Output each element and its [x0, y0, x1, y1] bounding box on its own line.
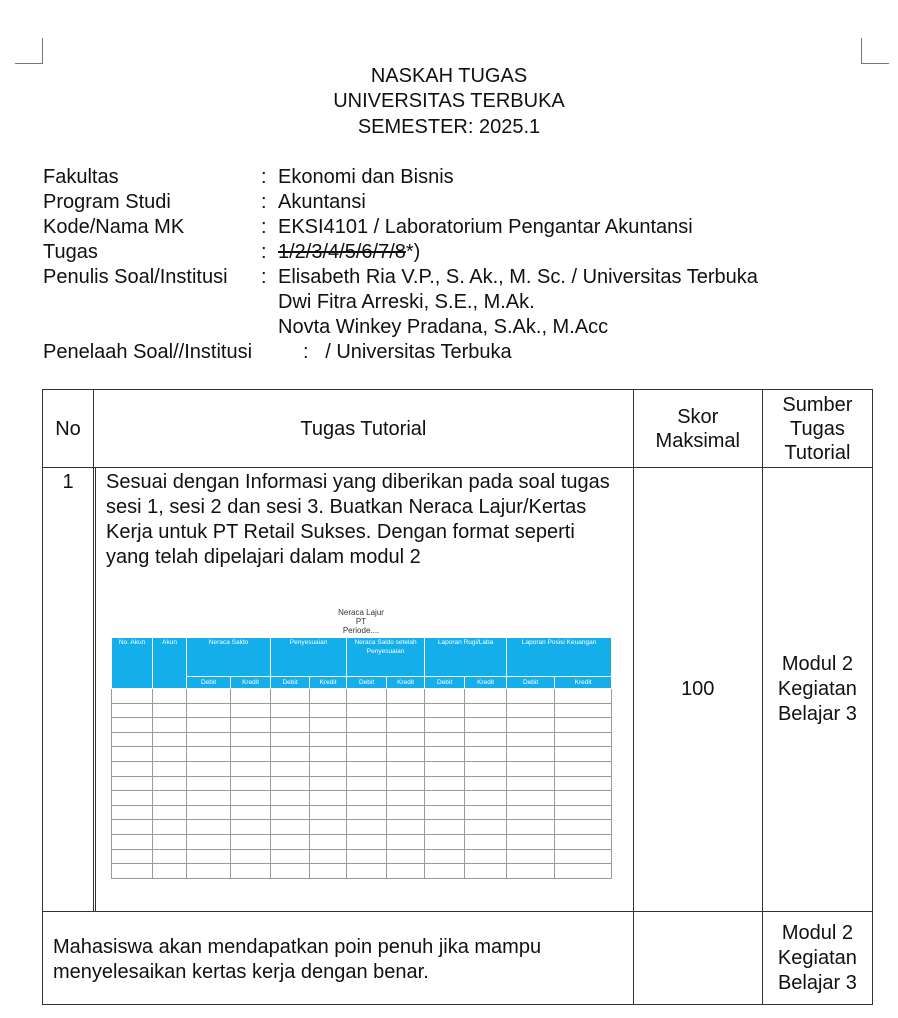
- worksheet-empty-cell: [555, 703, 612, 718]
- worksheet-empty-cell: [187, 718, 231, 733]
- worksheet-empty-cell: [310, 747, 347, 762]
- worksheet-empty-cell: [387, 776, 425, 791]
- worksheet-empty-cell: [271, 849, 310, 864]
- worksheet-empty-cell: [112, 776, 153, 791]
- worksheet-empty-row: [112, 864, 612, 879]
- worksheet-empty-cell: [271, 776, 310, 791]
- worksheet-empty-cell: [507, 703, 555, 718]
- worksheet-empty-cell: [153, 732, 187, 747]
- worksheet-empty-cell: [153, 689, 187, 704]
- worksheet-empty-cell: [310, 761, 347, 776]
- task-cell-inner-border: [95, 467, 96, 911]
- doc-title-line-1: NASKAH TUGAS: [370, 65, 528, 87]
- header-no: No: [43, 390, 94, 468]
- rubric-sumber: Modul 2 Kegiatan Belajar 3: [762, 912, 872, 1005]
- ws-group-penyesuaian: Penyesuaian: [271, 638, 347, 677]
- worksheet-empty-cell: [347, 805, 387, 820]
- worksheet-empty-cell: [112, 703, 153, 718]
- crop-mark-top-left: [15, 38, 43, 64]
- worksheet-empty-cell: [271, 732, 310, 747]
- worksheet-empty-cell: [112, 834, 153, 849]
- worksheet-caption-3: Periode....: [342, 626, 380, 635]
- worksheet-empty-cell: [387, 732, 425, 747]
- worksheet-empty-cell: [347, 761, 387, 776]
- worksheet-empty-cell: [347, 732, 387, 747]
- worksheet-body: [112, 689, 612, 879]
- worksheet-empty-cell: [187, 820, 231, 835]
- worksheet-empty-cell: [112, 732, 153, 747]
- worksheet-caption-1: Neraca Lajur: [338, 608, 384, 617]
- worksheet-empty-cell: [271, 761, 310, 776]
- worksheet-empty-cell: [425, 849, 465, 864]
- worksheet-empty-cell: [231, 747, 271, 762]
- worksheet-empty-cell: [507, 732, 555, 747]
- worksheet-empty-row: [112, 747, 612, 762]
- worksheet-illustration: [111, 608, 611, 879]
- worksheet-empty-cell: [271, 820, 310, 835]
- worksheet-empty-cell: [153, 761, 187, 776]
- worksheet-empty-cell: [187, 732, 231, 747]
- ws-debit: Debit: [187, 677, 231, 689]
- worksheet-subheader-row: [112, 677, 612, 689]
- worksheet-empty-cell: [555, 776, 612, 791]
- ws-col-no-akun: No. Akun: [112, 638, 153, 689]
- header-task: Tugas Tutorial: [94, 390, 634, 468]
- worksheet-empty-cell: [187, 849, 231, 864]
- worksheet-empty-cell: [153, 805, 187, 820]
- worksheet-empty-cell: [112, 864, 153, 879]
- worksheet-empty-cell: [387, 718, 425, 733]
- worksheet-empty-cell: [555, 761, 612, 776]
- worksheet-empty-row: [112, 834, 612, 849]
- worksheet-empty-cell: [425, 747, 465, 762]
- task-description-cell: [94, 468, 634, 912]
- worksheet-empty-cell: [387, 703, 425, 718]
- header-skor: Skor Maksimal: [633, 390, 762, 468]
- worksheet-empty-cell: [187, 703, 231, 718]
- worksheet-empty-cell: [425, 761, 465, 776]
- worksheet-empty-cell: [387, 820, 425, 835]
- worksheet-empty-cell: [465, 732, 507, 747]
- worksheet-empty-cell: [465, 864, 507, 879]
- worksheet-empty-row: [112, 703, 612, 718]
- worksheet-empty-cell: [187, 761, 231, 776]
- worksheet-empty-cell: [231, 834, 271, 849]
- worksheet-empty-cell: [187, 834, 231, 849]
- worksheet-empty-cell: [153, 834, 187, 849]
- worksheet-empty-cell: [465, 703, 507, 718]
- ws-kredit: Kredit: [555, 677, 612, 689]
- worksheet-empty-cell: [310, 689, 347, 704]
- worksheet-empty-cell: [271, 864, 310, 879]
- worksheet-empty-cell: [271, 805, 310, 820]
- worksheet-empty-cell: [425, 864, 465, 879]
- worksheet-empty-cell: [112, 747, 153, 762]
- worksheet-empty-cell: [507, 820, 555, 835]
- worksheet-empty-cell: [153, 820, 187, 835]
- task-sumber: Modul 2 Kegiatan Belajar 3: [762, 468, 872, 912]
- worksheet-empty-cell: [555, 791, 612, 806]
- worksheet-empty-row: [112, 732, 612, 747]
- worksheet-empty-cell: [347, 718, 387, 733]
- worksheet-empty-cell: [465, 834, 507, 849]
- worksheet-empty-cell: [187, 805, 231, 820]
- ws-debit: Debit: [507, 677, 555, 689]
- worksheet-empty-cell: [347, 747, 387, 762]
- ws-group-posisi-keuangan: Laporan Posisi Keuangan: [507, 638, 612, 677]
- task-number: 1: [43, 468, 94, 912]
- worksheet-empty-cell: [555, 805, 612, 820]
- rubric-text: Mahasiswa akan mendapatkan poin penuh jika mampu menyelesaikan kertas kerja dengan benar.: [43, 912, 634, 1005]
- doc-title-line-3: SEMESTER: 2025.1: [357, 116, 541, 138]
- worksheet-empty-cell: [310, 834, 347, 849]
- worksheet-empty-cell: [387, 791, 425, 806]
- worksheet-empty-cell: [231, 805, 271, 820]
- worksheet-empty-cell: [187, 791, 231, 806]
- ws-kredit: Kredit: [231, 677, 271, 689]
- worksheet-empty-cell: [153, 703, 187, 718]
- worksheet-empty-cell: [555, 718, 612, 733]
- worksheet-empty-cell: [465, 849, 507, 864]
- worksheet-empty-cell: [347, 791, 387, 806]
- worksheet-empty-cell: [231, 732, 271, 747]
- worksheet-empty-cell: [425, 776, 465, 791]
- worksheet-empty-cell: [187, 776, 231, 791]
- ws-debit: Debit: [271, 677, 310, 689]
- worksheet-empty-cell: [507, 776, 555, 791]
- worksheet-empty-cell: [112, 718, 153, 733]
- worksheet-empty-cell: [425, 805, 465, 820]
- worksheet-empty-cell: [271, 834, 310, 849]
- ws-col-akun: Akun: [153, 638, 187, 689]
- ws-kredit: Kredit: [387, 677, 425, 689]
- worksheet-empty-cell: [231, 718, 271, 733]
- worksheet-empty-cell: [231, 864, 271, 879]
- worksheet-empty-cell: [507, 805, 555, 820]
- worksheet-empty-cell: [153, 776, 187, 791]
- worksheet-empty-cell: [112, 791, 153, 806]
- worksheet-empty-cell: [425, 718, 465, 733]
- worksheet-empty-cell: [387, 805, 425, 820]
- worksheet-empty-row: [112, 718, 612, 733]
- worksheet-empty-cell: [555, 820, 612, 835]
- worksheet-empty-cell: [387, 834, 425, 849]
- worksheet-empty-cell: [112, 761, 153, 776]
- worksheet-empty-cell: [387, 864, 425, 879]
- worksheet-empty-cell: [112, 820, 153, 835]
- worksheet-empty-cell: [231, 849, 271, 864]
- worksheet-empty-cell: [310, 791, 347, 806]
- worksheet-empty-cell: [231, 761, 271, 776]
- header-sumber: Sumber Tugas Tutorial: [762, 390, 872, 468]
- worksheet-table: [111, 637, 612, 879]
- worksheet-empty-cell: [187, 747, 231, 762]
- task-table: [42, 389, 873, 1005]
- worksheet-empty-cell: [310, 732, 347, 747]
- worksheet-empty-cell: [465, 718, 507, 733]
- task-description: Sesuai dengan Informasi yang diberikan pada soal tugas sesi 1, sesi 2 dan sesi 3. Buatkan Neraca Lajur/Kertas Kerja untuk PT Retail Sukses. Dengan format seperti yang telah dipelajari dalam modul 2: [106, 471, 610, 568]
- worksheet-empty-cell: [271, 703, 310, 718]
- worksheet-empty-cell: [153, 791, 187, 806]
- worksheet-empty-cell: [555, 849, 612, 864]
- worksheet-empty-row: [112, 791, 612, 806]
- worksheet-empty-cell: [425, 689, 465, 704]
- worksheet-empty-row: [112, 689, 612, 704]
- worksheet-empty-cell: [387, 747, 425, 762]
- worksheet-empty-cell: [187, 864, 231, 879]
- worksheet-empty-cell: [310, 805, 347, 820]
- ws-kredit: Kredit: [465, 677, 507, 689]
- worksheet-empty-cell: [153, 747, 187, 762]
- worksheet-empty-cell: [465, 689, 507, 704]
- worksheet-empty-cell: [555, 747, 612, 762]
- worksheet-empty-cell: [153, 718, 187, 733]
- worksheet-empty-cell: [465, 747, 507, 762]
- worksheet-empty-cell: [555, 689, 612, 704]
- worksheet-empty-row: [112, 761, 612, 776]
- worksheet-empty-cell: [153, 864, 187, 879]
- worksheet-empty-cell: [310, 849, 347, 864]
- task-skor: 100: [633, 468, 762, 912]
- ws-group-rugi-laba: Laporan Rugi/Laba: [425, 638, 507, 677]
- worksheet-empty-cell: [231, 776, 271, 791]
- worksheet-empty-row: [112, 776, 612, 791]
- worksheet-empty-cell: [347, 703, 387, 718]
- worksheet-empty-cell: [347, 849, 387, 864]
- worksheet-empty-cell: [507, 689, 555, 704]
- worksheet-empty-cell: [347, 776, 387, 791]
- worksheet-empty-cell: [231, 703, 271, 718]
- worksheet-empty-cell: [425, 703, 465, 718]
- ws-group-neraca-saldo: Neraca Saldo: [187, 638, 271, 677]
- worksheet-empty-cell: [507, 834, 555, 849]
- worksheet-empty-cell: [465, 805, 507, 820]
- worksheet-empty-cell: [271, 689, 310, 704]
- worksheet-empty-cell: [112, 849, 153, 864]
- worksheet-empty-cell: [347, 689, 387, 704]
- worksheet-empty-cell: [231, 689, 271, 704]
- worksheet-empty-cell: [387, 761, 425, 776]
- ws-debit: Debit: [425, 677, 465, 689]
- worksheet-empty-cell: [347, 864, 387, 879]
- worksheet-empty-cell: [112, 689, 153, 704]
- worksheet-empty-cell: [465, 820, 507, 835]
- worksheet-empty-cell: [465, 776, 507, 791]
- worksheet-caption-2: PT: [355, 617, 367, 626]
- worksheet-empty-cell: [112, 805, 153, 820]
- worksheet-empty-cell: [310, 718, 347, 733]
- worksheet-empty-cell: [465, 791, 507, 806]
- worksheet-empty-cell: [555, 864, 612, 879]
- task-table-header: [43, 390, 873, 468]
- worksheet-empty-cell: [507, 718, 555, 733]
- worksheet-empty-cell: [347, 834, 387, 849]
- worksheet-empty-cell: [507, 791, 555, 806]
- worksheet-empty-cell: [555, 834, 612, 849]
- worksheet-empty-cell: [310, 820, 347, 835]
- worksheet-empty-cell: [507, 761, 555, 776]
- worksheet-empty-cell: [187, 689, 231, 704]
- rubric-row: [43, 912, 873, 1005]
- worksheet-empty-cell: [425, 820, 465, 835]
- ws-debit: Debit: [347, 677, 387, 689]
- worksheet-header-row: [112, 638, 612, 677]
- worksheet-empty-cell: [231, 820, 271, 835]
- worksheet-empty-cell: [271, 718, 310, 733]
- worksheet-empty-cell: [425, 834, 465, 849]
- worksheet-empty-cell: [271, 791, 310, 806]
- worksheet-empty-cell: [507, 747, 555, 762]
- worksheet-empty-cell: [465, 761, 507, 776]
- crop-mark-top-right: [861, 38, 889, 64]
- worksheet-empty-cell: [231, 791, 271, 806]
- worksheet-empty-cell: [271, 747, 310, 762]
- worksheet-empty-cell: [387, 849, 425, 864]
- task-row: [43, 468, 873, 912]
- doc-title-line-2: UNIVERSITAS TERBUKA: [333, 90, 565, 112]
- rubric-skor: [633, 912, 762, 1005]
- ws-kredit: Kredit: [310, 677, 347, 689]
- worksheet-empty-cell: [555, 732, 612, 747]
- worksheet-empty-cell: [310, 864, 347, 879]
- worksheet-empty-row: [112, 820, 612, 835]
- worksheet-empty-cell: [425, 732, 465, 747]
- worksheet-empty-cell: [153, 849, 187, 864]
- worksheet-empty-cell: [507, 849, 555, 864]
- ws-group-neraca-setelah: Neraca Saldo setelah Penyesuaian: [347, 638, 425, 677]
- worksheet-empty-cell: [507, 864, 555, 879]
- worksheet-empty-cell: [347, 820, 387, 835]
- worksheet-empty-row: [112, 849, 612, 864]
- worksheet-empty-cell: [310, 776, 347, 791]
- worksheet-empty-cell: [310, 703, 347, 718]
- worksheet-empty-cell: [387, 689, 425, 704]
- worksheet-empty-cell: [425, 791, 465, 806]
- worksheet-empty-row: [112, 805, 612, 820]
